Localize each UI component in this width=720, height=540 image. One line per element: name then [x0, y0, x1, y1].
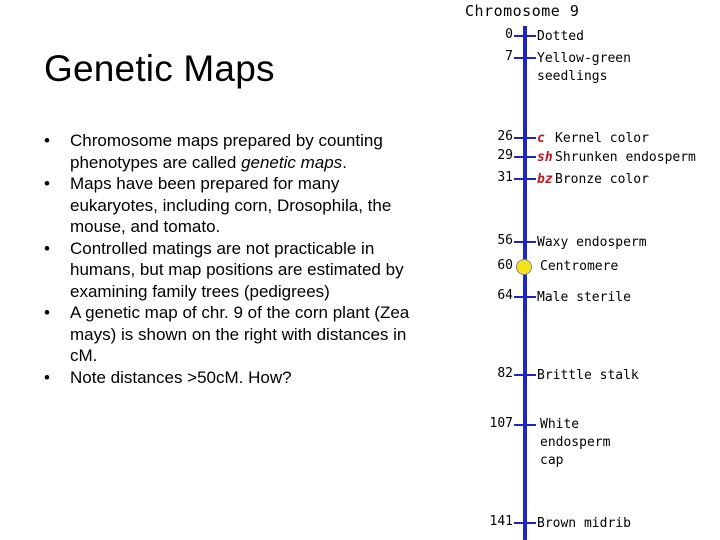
- locus-label: [537, 515, 631, 533]
- locus-name: Male sterile: [537, 290, 631, 305]
- map-position: 141: [489, 514, 513, 529]
- bullet-text: Note distances >50cM. How?: [70, 367, 292, 387]
- bullet-dot: •: [44, 303, 50, 322]
- bullet-dot: •: [44, 131, 50, 150]
- map-position: 56: [497, 233, 513, 248]
- gene-symbol: sh: [537, 150, 553, 165]
- locus-label: [537, 149, 696, 167]
- locus-name: Kernel color: [555, 131, 649, 146]
- locus-tick: [514, 57, 536, 59]
- bullet-list: [44, 130, 424, 388]
- locus-label: [537, 28, 584, 46]
- locus-tick: [514, 522, 536, 524]
- locus-name: Dotted: [537, 29, 584, 44]
- bullet-text: A genetic map of chr. 9 of the corn plant (Zea mays) is shown on the right with distances in cM.: [70, 303, 410, 365]
- map-position: 0: [505, 27, 513, 42]
- locus-name: Bronze color: [555, 172, 649, 187]
- locus-tick: [514, 241, 536, 243]
- locus-name: Brown midrib: [537, 516, 631, 531]
- locus-name: Yellow-green seedlings: [537, 51, 631, 84]
- bullet-dot: •: [44, 174, 50, 193]
- locus-tick: [514, 374, 536, 376]
- locus-label: [537, 130, 649, 148]
- locus-name: Waxy endosperm: [537, 235, 647, 250]
- locus-tick: [514, 424, 536, 426]
- map-position: 26: [497, 129, 513, 144]
- bullet-item: [44, 238, 424, 303]
- bullet-text-after: .: [342, 152, 347, 172]
- map-position: 7: [505, 49, 513, 64]
- map-position: 64: [497, 288, 513, 303]
- chromosome-axis: [523, 26, 527, 540]
- bullet-item: [44, 130, 424, 173]
- locus-name: White endosperm cap: [540, 417, 611, 468]
- locus-tick: [514, 35, 536, 37]
- locus-label: [537, 289, 631, 307]
- bullet-text: Maps have been prepared for many eukaryotes, including corn, Drosophila, the mouse, and tomato.: [70, 174, 392, 236]
- locus-label: [537, 367, 639, 385]
- locus-tick: [514, 296, 536, 298]
- bullet-emphasis: genetic maps: [241, 152, 343, 172]
- bullet-text: Controlled matings are not practicable in humans, but map positions are estimated by examining family trees (pedigrees): [70, 238, 404, 301]
- map-position: 29: [497, 148, 513, 163]
- slide-title: Genetic Maps: [44, 48, 275, 89]
- gene-symbol: bz: [537, 172, 553, 187]
- locus-tick: [514, 137, 536, 139]
- locus-name: Shrunken endosperm: [555, 150, 696, 165]
- bullet-dot: •: [44, 238, 50, 258]
- gene-symbol: c: [537, 131, 545, 146]
- locus-label: [537, 50, 631, 86]
- bullet-item: [44, 367, 424, 389]
- chromosome-title: Chromosome 9: [465, 2, 580, 20]
- map-position: 107: [489, 416, 513, 431]
- map-position: 60: [497, 258, 513, 273]
- locus-label: [537, 234, 647, 252]
- centromere-marker: [516, 259, 532, 275]
- bullet-dot: •: [44, 367, 50, 387]
- locus-tick: [514, 178, 536, 180]
- locus-name: Brittle stalk: [537, 368, 639, 383]
- bullet-text: Chromosome maps prepared by counting phenotypes are called: [70, 131, 383, 172]
- locus-label: [540, 258, 618, 276]
- bullet-item: [44, 173, 424, 238]
- map-position: 31: [497, 170, 513, 185]
- bullet-item: [44, 302, 424, 367]
- locus-label: [540, 416, 610, 470]
- locus-tick: [514, 156, 536, 158]
- locus-label: [537, 171, 649, 189]
- locus-name: Centromere: [540, 259, 619, 274]
- map-position: 82: [497, 366, 513, 381]
